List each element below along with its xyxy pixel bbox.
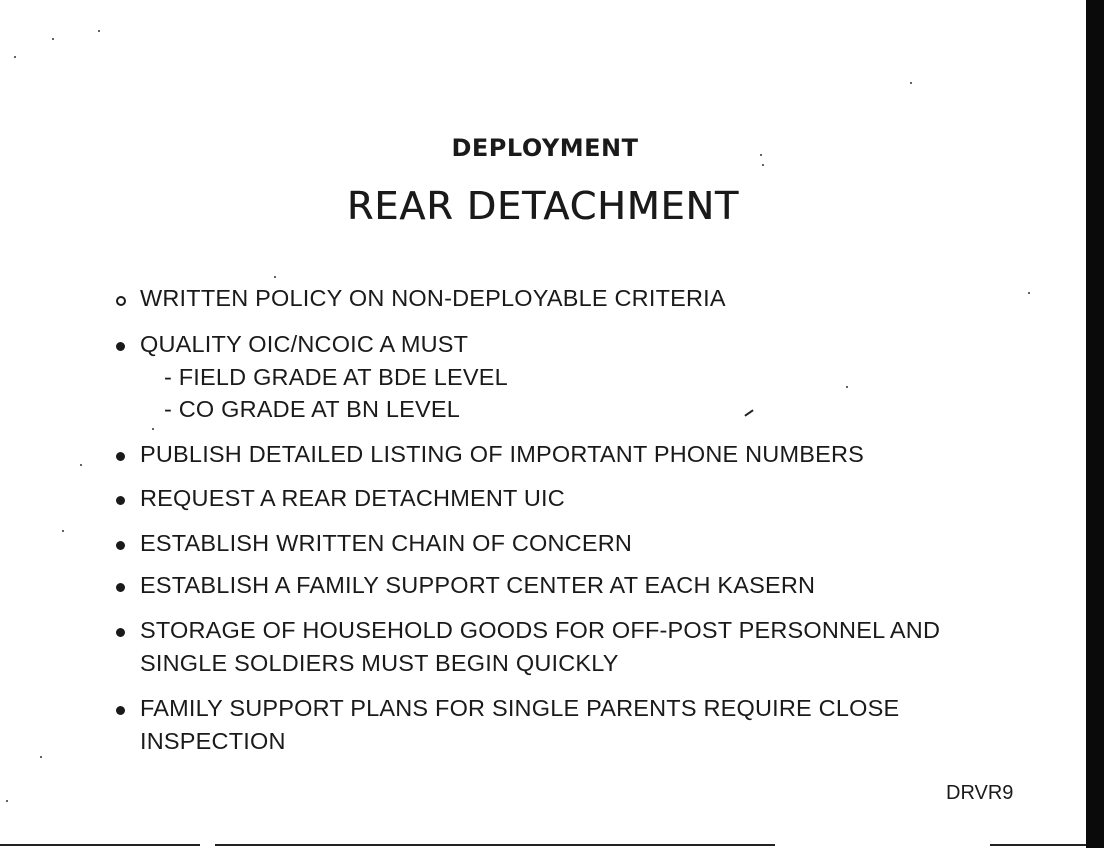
slide-subtitle: DEPLOYMENT xyxy=(451,134,639,162)
scan-speck xyxy=(846,386,848,388)
bottom-rule xyxy=(990,844,1086,846)
bullet-item xyxy=(140,692,899,758)
scan-speck xyxy=(62,530,64,532)
bullet-icon xyxy=(116,342,125,351)
right-edge-bar xyxy=(1086,0,1104,848)
bullet-text: WRITTEN POLICY ON NON-DEPLOYABLE CRITERIA xyxy=(140,285,726,311)
bullet-item xyxy=(140,527,632,560)
bullet-icon xyxy=(116,583,125,592)
scan-speck xyxy=(98,30,100,32)
sub-item: - FIELD GRADE AT BDE LEVEL xyxy=(164,364,508,390)
scan-speck xyxy=(6,800,8,802)
bullet-text: STORAGE OF HOUSEHOLD GOODS FOR OFF-POST PERSONNEL AND xyxy=(140,617,941,643)
bullet-text: ESTABLISH A FAMILY SUPPORT CENTER AT EACH KASERN xyxy=(140,572,816,598)
bottom-rule xyxy=(0,844,200,846)
bullet-item xyxy=(140,328,468,361)
scan-speck xyxy=(152,428,154,430)
bullet-item xyxy=(140,614,940,680)
bullet-text: ESTABLISH WRITTEN CHAIN OF CONCERN xyxy=(140,530,633,556)
bullet-icon xyxy=(116,628,125,637)
bullet-icon xyxy=(116,452,125,461)
scan-speck xyxy=(40,756,42,758)
sub-item: - CO GRADE AT BN LEVEL xyxy=(164,396,461,422)
bullet-text: QUALITY OIC/NCOIC A MUST xyxy=(140,331,469,357)
bullet-text-continued: SINGLE SOLDIERS MUST BEGIN QUICKLY xyxy=(140,650,619,676)
bullet-item xyxy=(140,569,815,602)
slide-title: REAR DETACHMENT xyxy=(346,184,740,228)
bullet-icon xyxy=(116,706,125,715)
bullet-item xyxy=(140,282,726,315)
bullet-icon xyxy=(116,496,125,505)
bullet-icon xyxy=(116,541,125,550)
bullet-text: FAMILY SUPPORT PLANS FOR SINGLE PARENTS REQUIRE CLOSE xyxy=(140,695,900,721)
scan-speck xyxy=(910,82,912,84)
scan-speck xyxy=(274,276,276,278)
bullet-item xyxy=(140,482,565,515)
scan-mark xyxy=(744,409,753,416)
scan-speck xyxy=(52,38,54,40)
document-code: DRVR9 xyxy=(946,782,1014,804)
scan-speck xyxy=(762,164,764,166)
bullet-text: REQUEST A REAR DETACHMENT UIC xyxy=(140,485,565,511)
bottom-rule xyxy=(215,844,775,846)
bullet-text: PUBLISH DETAILED LISTING OF IMPORTANT PHONE NUMBERS xyxy=(140,441,865,467)
bullet-item xyxy=(140,438,864,471)
scan-speck xyxy=(14,56,16,58)
scan-speck xyxy=(80,464,82,466)
scan-speck xyxy=(1028,292,1030,294)
hollow-bullet-icon xyxy=(116,296,126,306)
bullet-text-continued: INSPECTION xyxy=(140,728,286,754)
